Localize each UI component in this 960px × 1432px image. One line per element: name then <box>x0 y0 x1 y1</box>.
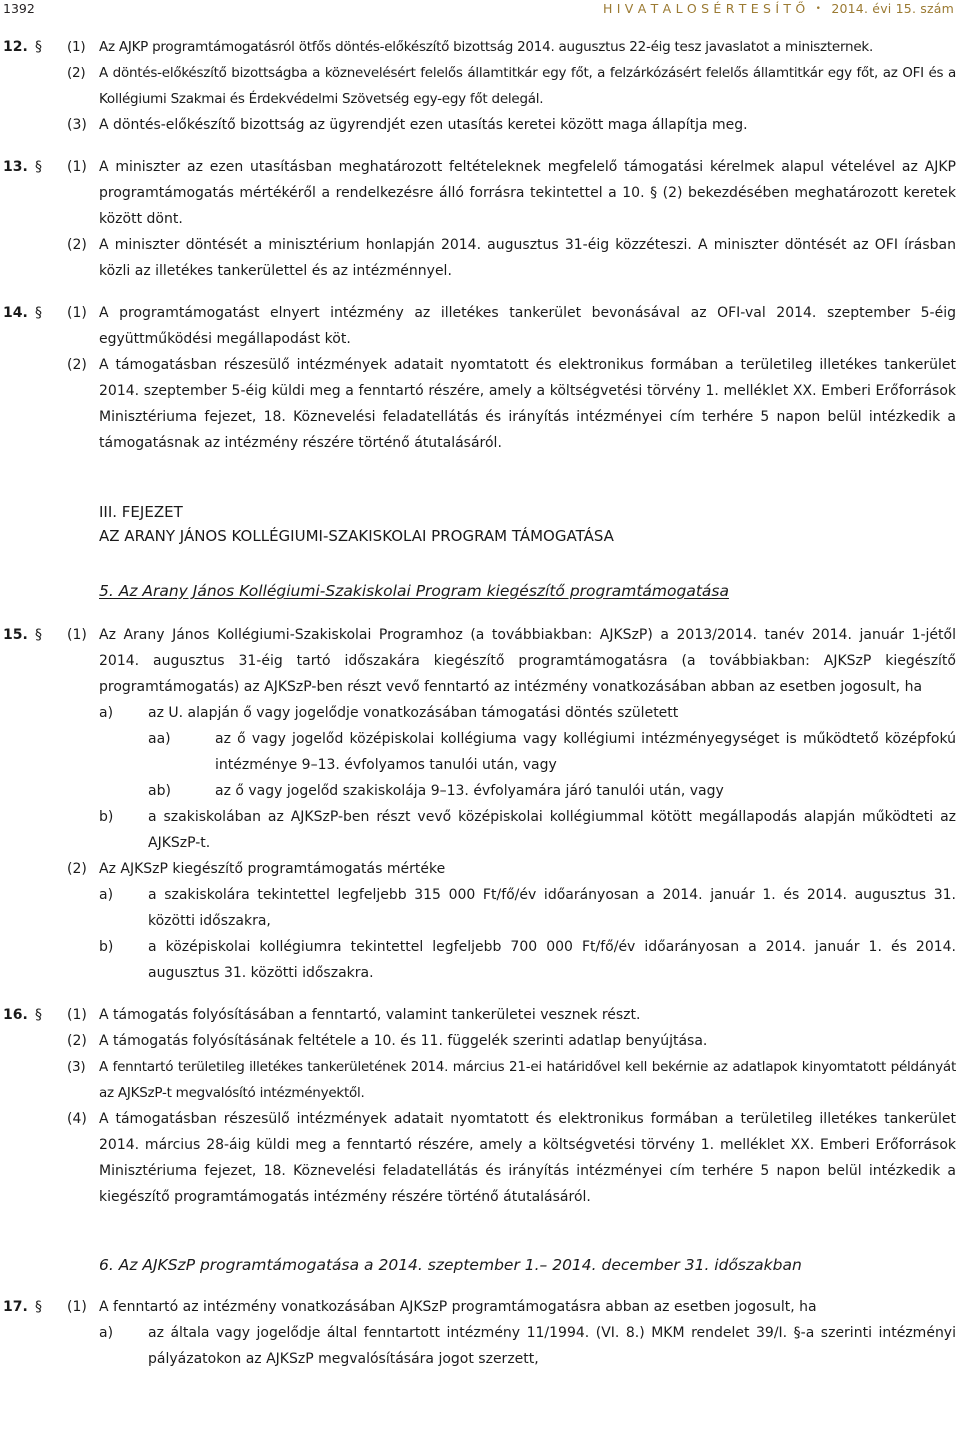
list-item <box>0 934 960 986</box>
paragraph-text: A programtámogatást elnyert intézmény az illetékes tankerület bevonásával az OFI-val 2014. szeptember 5-éig együttműködési megállapodást köt. <box>99 305 956 347</box>
section-number: 15. <box>3 627 28 643</box>
section-13 <box>0 154 960 284</box>
item-letter: a) <box>99 887 114 903</box>
paragraph-text: A fenntartó az intézmény vonatkozásában AJKSzP programtámogatásra abban az esetben jogosult, ha <box>99 1299 817 1315</box>
paragraph-text: A támogatás folyósításában a fenntartó, valamint tankerületei vesznek részt. <box>99 1007 641 1023</box>
paragraph-number: (1) <box>67 39 86 55</box>
paragraph <box>0 112 960 138</box>
section-16 <box>0 1002 960 1210</box>
paragraph-number: (2) <box>67 1033 87 1049</box>
list-item <box>0 804 960 856</box>
paragraph-number: (1) <box>67 159 87 175</box>
sub-item-text: az ő vagy jogelőd középiskolai kollégiuma vagy kollégiumi intézményegységet is működtető középfokú intézménye 9–13. évfolyamos tanulói után, vagy <box>215 731 956 773</box>
page-header <box>0 0 960 24</box>
list-item <box>0 882 960 934</box>
section-number: 12. <box>3 39 28 55</box>
journal-header <box>603 1 954 16</box>
page-number: 1392 <box>3 1 35 16</box>
subchapter-title: 6. Az AJKSzP programtámogatása a 2014. szeptember 1.– 2014. december 31. időszakban <box>99 1256 802 1274</box>
section-sign: § <box>35 1007 42 1023</box>
paragraph-text: A támogatásban részesülő intézmények adatait nyomtatott és elektronikus formában a területileg illetékes tankerület 2014. szeptember 5-éig küldi meg a fenntartó részére, amely a költségvetési törvény 1. melléklet XX. Emberi Erőforrások Minisztériuma fejezet, 18. Köznevelési feladatellátás és irányítás intézményei cím terhére 5 napon belül intézkedik a támogatásnak az intézmény részére történő átutalásáról. <box>99 357 956 451</box>
item-text: az általa vagy jogelődje által fenntartott intézmény 11/1994. (VI. 8.) MKM rendelet 39/I. §-a szerinti intézményi pályázatokon az AJKSzP megvalósítására jogot szerzett, <box>148 1325 956 1367</box>
paragraph-number: (3) <box>67 117 87 133</box>
item-text: a szakiskolára tekintettel legfeljebb 315 000 Ft/fő/év időarányosan a 2014. január 1. és 2014. augusztus 31. közötti időszakra, <box>148 887 956 929</box>
paragraph-number: (3) <box>67 1059 86 1075</box>
paragraph-text: A fenntartó területileg illetékes tankerületének 2014. március 21-ei határidővel kell bekérnie az adatlapok kinyomtatott példányát az AJKSzP-t megvalósító intézményektől. <box>99 1059 956 1101</box>
paragraph <box>0 1002 960 1028</box>
paragraph-text: A miniszter döntését a minisztérium honlapján 2014. augusztus 31-éig közzéteszi. A miniszter döntését az OFI írásban közli az illetékes tankerülettel és az intézménnyel. <box>99 237 956 279</box>
paragraph-text: Az AJKSzP kiegészítő programtámogatás mértéke <box>99 861 446 877</box>
chapter-title: AZ ARANY JÁNOS KOLLÉGIUMI-SZAKISKOLAI PROGRAM TÁMOGATÁSA <box>99 527 614 545</box>
item-letter: b) <box>99 939 114 955</box>
item-text: az U. alapján ő vagy jogelődje vonatkozásában támogatási döntés született <box>148 705 679 721</box>
paragraph <box>0 60 960 112</box>
section-14 <box>0 300 960 456</box>
item-text: a középiskolai kollégiumra tekintettel legfeljebb 700 000 Ft/fő/év időarányosan a 2014. január 1. és 2014. augusztus 31. közötti időszakra. <box>148 939 956 981</box>
paragraph <box>0 232 960 284</box>
paragraph-number: (2) <box>67 237 87 253</box>
sub-item-letter: aa) <box>148 731 171 747</box>
header-separator: • <box>815 4 822 14</box>
section-17 <box>0 1294 960 1372</box>
paragraph-number: (1) <box>67 1299 87 1315</box>
paragraph <box>0 300 960 352</box>
section-sign: § <box>35 305 42 321</box>
paragraph <box>0 1294 960 1320</box>
paragraph-text: A döntés-előkészítő bizottság az ügyrendjét ezen utasítás keretei között maga állapítja meg. <box>99 117 748 133</box>
section-number: 17. <box>3 1299 28 1315</box>
paragraph-text: A támogatás folyósításának feltétele a 10. és 11. függelék szerinti adatlap benyújtása. <box>99 1033 708 1049</box>
journal-title: H I V A T A L O S É R T E S Í T Ő <box>602 1 806 16</box>
paragraph-number: (1) <box>67 627 87 643</box>
paragraph <box>0 1106 960 1210</box>
paragraph-number: (1) <box>67 1007 87 1023</box>
paragraph-text: A támogatásban részesülő intézmények adatait nyomtatott és elektronikus formában a területileg illetékes tankerület 2014. március 28-áig küldi meg a fenntartó részére, amely a költségvetési törvény 1. melléklet XX. Emberi Erőforrások Minisztériuma fejezet, 18. Köznevelési feladatellátás és irányítás intézményei cím terhére 5 napon belül intézkedik a kiegészítő programtámogatás intézmény részére történő átutalásáról. <box>99 1111 956 1205</box>
paragraph-number: (2) <box>67 861 87 877</box>
paragraph-number: (1) <box>67 305 87 321</box>
section-12 <box>0 34 960 138</box>
paragraph-number: (2) <box>67 357 87 373</box>
list-item <box>0 700 960 726</box>
section-number: 13. <box>3 159 28 175</box>
section-sign: § <box>35 159 42 175</box>
section-number: 14. <box>3 305 28 321</box>
item-letter: a) <box>99 705 114 721</box>
paragraph <box>0 1054 960 1106</box>
list-item <box>0 1320 960 1372</box>
paragraph-number: (2) <box>67 65 86 81</box>
paragraph <box>0 856 960 882</box>
section-sign: § <box>35 39 42 55</box>
document-body <box>0 34 960 1372</box>
paragraph-text: A döntés-előkészítő bizottságba a köznevelésért felelős államtitkár egy főt, a felzárkózásért felelős államtitkár egy főt, az OFI és a Kollégiumi Szakmai és Érdekvédelmi Szövetség egy-egy főt delegál. <box>99 65 956 107</box>
section-sign: § <box>35 627 42 643</box>
section-number: 16. <box>3 1007 28 1023</box>
paragraph <box>0 352 960 456</box>
section-15 <box>0 622 960 986</box>
paragraph-number: (4) <box>67 1111 87 1127</box>
paragraph-text: A miniszter az ezen utasításban meghatározott feltételeknek megfelelő támogatási kérelmek alapul vételével az AJKP programtámogatás mértékéről a rendelkezésre álló forrásra tekintettel a 10. § (2) bekezdésében meghatározott keretek között dönt. <box>99 159 956 227</box>
item-letter: b) <box>99 809 114 825</box>
item-letter: a) <box>99 1325 114 1341</box>
section-sign: § <box>35 1299 42 1315</box>
paragraph <box>0 154 960 232</box>
paragraph <box>0 1028 960 1054</box>
issue-info: 2014. évi 15. szám <box>831 1 954 16</box>
chapter-number: III. FEJEZET <box>99 503 183 521</box>
paragraph-text: Az AJKP programtámogatásról ötfős döntés-előkészítő bizottság 2014. augusztus 22-éig tesz javaslatot a miniszternek. <box>99 39 873 55</box>
sub-list-item <box>0 726 960 778</box>
paragraph <box>0 34 960 60</box>
chapter-heading <box>0 500 960 548</box>
sub-list-item <box>0 778 960 804</box>
sub-item-letter: ab) <box>148 783 171 799</box>
subchapter-title: 5. Az Arany János Kollégiumi-Szakiskolai Program kiegészítő programtámogatása <box>99 582 729 600</box>
sub-item-text: az ő vagy jogelőd szakiskolája 9–13. évfolyamára járó tanulói után, vagy <box>215 783 724 799</box>
paragraph <box>0 622 960 700</box>
item-text: a szakiskolában az AJKSzP-ben részt vevő középiskolai kollégiummal kötött megállapodás alapján működteti az AJKSzP-t. <box>148 809 956 851</box>
paragraph-text: Az Arany János Kollégiumi-Szakiskolai Programhoz (a továbbiakban: AJKSzP) a 2013/2014. tanév 2014. január 1-jétől 2014. augusztus 31-éig tartó időszakára kiegészítő programtámogatásra (a továbbiakban: AJKSzP kiegészítő programtámogatás) az AJKSzP-ben részt vevő fenntartó az intézmény vonatkozásában abban az esetben jogosult, ha <box>99 627 956 695</box>
